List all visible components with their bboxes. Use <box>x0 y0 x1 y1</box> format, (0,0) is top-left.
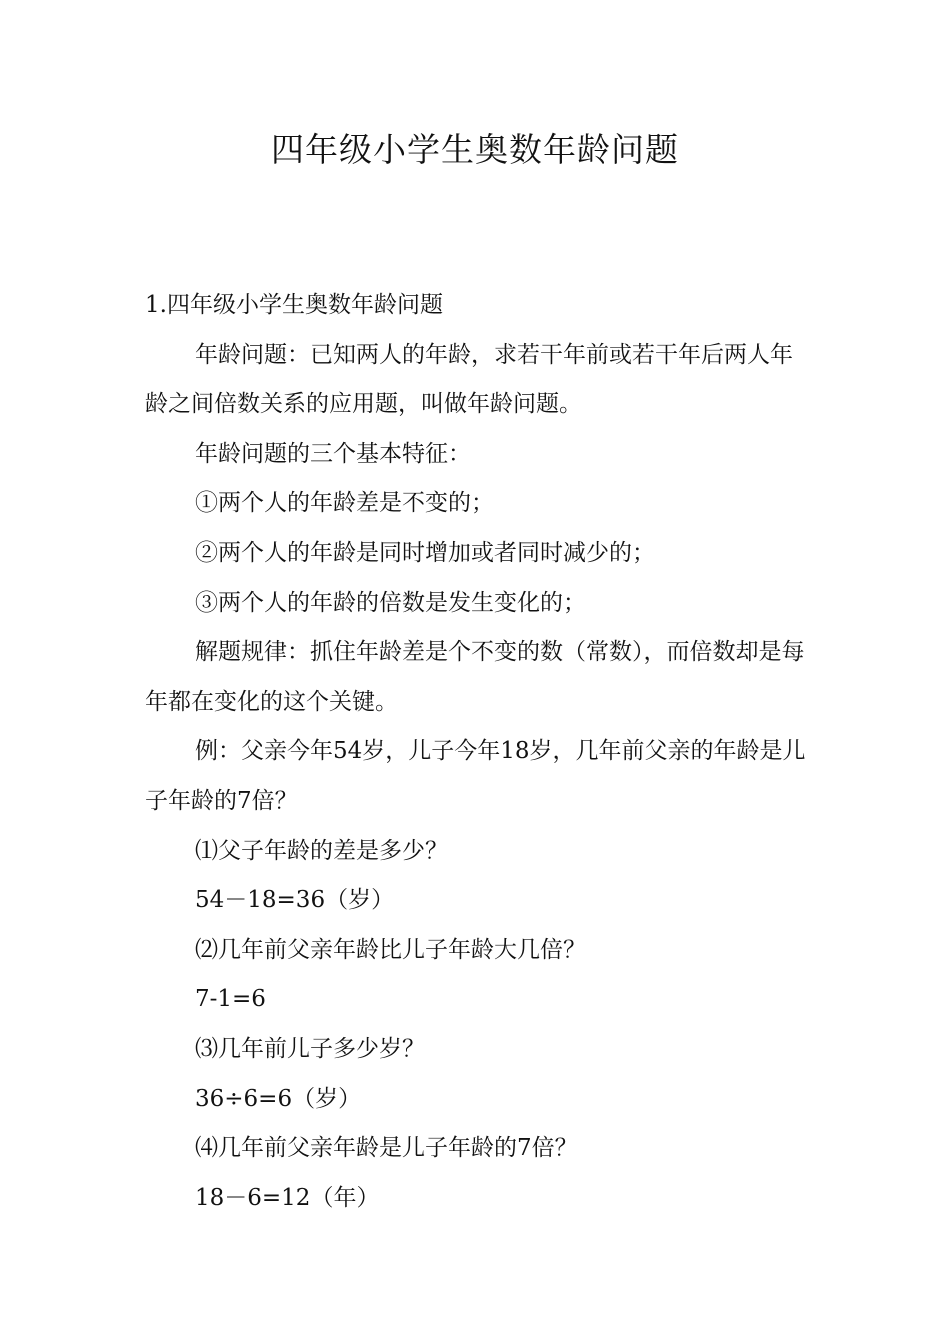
step-question-1: ⑴父子年龄的差是多少？ <box>195 837 448 864</box>
example-problem: 例：父亲今年54岁，儿子今年18岁，几年前父亲的年龄是儿子年龄的7倍？ <box>145 738 806 814</box>
document-title: 四年级小学生奥数年龄问题 <box>271 130 679 169</box>
feature-item-3: ③两个人的年龄的倍数是发生变化的； <box>195 589 586 616</box>
feature-item-1: ①两个人的年龄差是不变的； <box>195 490 494 517</box>
features-intro: 年龄问题的三个基本特征： <box>195 440 471 467</box>
step-question-3: ⑶几年前儿子多少岁？ <box>195 1035 425 1062</box>
solving-rule-paragraph: 解题规律：抓住年龄差是个不变的数（常数），而倍数却是每年都在变化的这个关键。 <box>145 639 805 715</box>
step-answer-1: 54－18=36（岁） <box>195 887 395 914</box>
feature-item-2: ②两个人的年龄是同时增加或者同时减少的； <box>195 539 655 566</box>
document-body <box>145 281 810 1223</box>
section-heading: 1.四年级小学生奥数年龄问题 <box>145 292 443 318</box>
step-answer-3: 36÷6=6（岁） <box>195 1085 362 1112</box>
step-answer-4: 18－6=12（年） <box>195 1184 380 1211</box>
step-question-4: ⑷几年前父亲年龄是儿子年龄的7倍？ <box>195 1135 578 1162</box>
definition-paragraph: 年龄问题：已知两人的年龄，求若干年前或若干年后两人年龄之间倍数关系的应用题，叫做年龄问题。 <box>145 341 793 418</box>
step-answer-2: 7-1=6 <box>195 986 266 1013</box>
step-question-2: ⑵几年前父亲年龄比儿子年龄大几倍？ <box>195 936 586 963</box>
